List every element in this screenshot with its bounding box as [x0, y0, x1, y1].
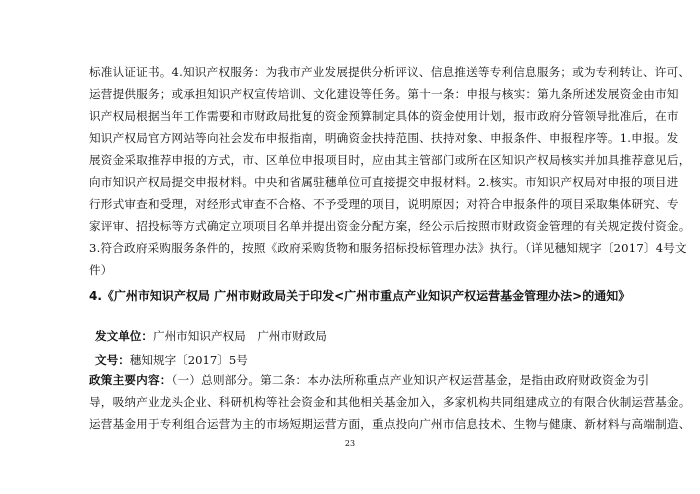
text-line: 展资金采取推荐申报的方式，市、区单位申报项目时，应由其主管部门或所在区知识产权局核实并加具推荐意见后，	[89, 153, 691, 167]
text-line: 知识产权局官方网站等向社会发布申报指南，明确资金扶持范围、扶持对象、申报条件、申报程序等。1.申报。发	[89, 131, 679, 145]
document-number-row	[95, 352, 248, 368]
document-number-label: 文号：	[95, 353, 130, 367]
text-line: 件）	[89, 263, 113, 277]
text-line: 运营基金用于专利组合运营为主的市场短期运营方面，重点投向广州市信息技术、生物与健康、新材料与高端制造、	[89, 417, 691, 431]
text-line: 识产权局根据当年工作需要和市财政局批复的资金预算制定具体的资金使用计划，报市政府分管领导批准后，在市	[89, 109, 679, 123]
issuer-row	[95, 328, 327, 344]
text-line: 标准认证证书。4.知识产权服务：为我市产业发展提供分析评议、信息推送等专利信息服务；或为专利转让、许可、	[89, 65, 691, 79]
document-number-value: 穗知规字〔2017〕5号	[129, 353, 248, 367]
issuer-label: 发文单位：	[95, 329, 153, 343]
text-line: 家评审、招投标等方式确定立项项目名单并提出资金分配方案，经公示后按照市财政资金管理的有关规定拨付资金。	[89, 219, 691, 233]
section-heading: 4.《广州市知识产权局 广州市财政局关于印发<广州市重点产业知识产权运营基金管理办法>的通知》	[89, 289, 631, 303]
policy-content	[89, 369, 691, 435]
text-line: 导，吸纳产业龙头企业、科研机构等社会资金和其他相关基金加入，多家机构共同组建成立的有限合伙制运营基金。	[89, 395, 691, 409]
policy-content-lead: （一）总则部分。第二条：本办法所称重点产业知识产权运营基金，是指由政府财政资金为引	[171, 373, 650, 387]
text-line: 运营提供服务；或承担知识产权宣传培训、文化建设等任务。第十一条：申报与核实：第九条所述发展资金由市知	[89, 87, 679, 101]
text-line: 行形式审查和受理，对经形式审查不合格、不予受理的项目，说明原因；对符合申报条件的项目采取集体研究、专	[89, 197, 679, 211]
text-line	[89, 369, 650, 391]
text-line: 3.符合政府采购服务条件的，按照《政府采购货物和服务招标投标管理办法》执行。（详见穗知规字〔2017〕4号文	[89, 241, 687, 255]
policy-content-label: 政策主要内容：	[89, 373, 172, 387]
page-number: 23	[344, 439, 356, 448]
body-paragraph	[89, 61, 691, 281]
issuer-value: 广州市知识产权局 广州市财政局	[152, 329, 327, 343]
text-line: 向市知识产权局提交申报材料。中央和省属驻穗单位可直接提交申报材料。2.核实。市知识产权局对申报的项目进	[89, 175, 679, 189]
